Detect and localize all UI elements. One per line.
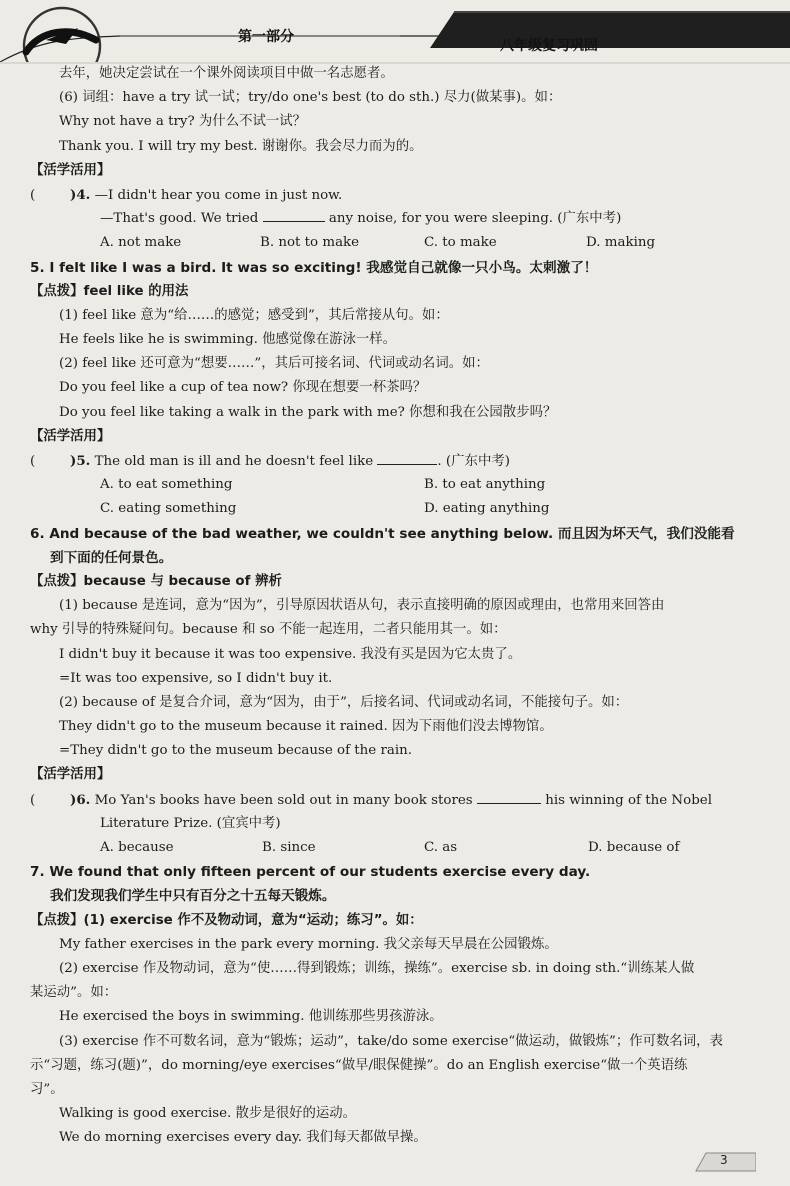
sentence-heading-6-cont: 到下面的任何景色。 (50, 549, 173, 566)
question-text: The old man is ill and he doesn't feel like (94, 454, 374, 469)
section-heading-practice: 【活学活用】 (30, 428, 111, 444)
text-line: (2) exercise 作及物动词，意为“使……得到锻炼；训练，操练”。exercise sb. in doing sth.“训练某人做 (59, 960, 695, 976)
sentence-heading-7-cont: 我们发现我们学生中只有百分之十五每天锻炼。 (50, 888, 336, 905)
option-d: D. eating anything (424, 501, 550, 517)
option-c: C. to make (424, 235, 497, 251)
question-6-line2: Literature Prize. (宜宾中考) (100, 815, 281, 831)
text-line: We do morning exercises every day. 我们每天都做早操。 (59, 1130, 427, 1146)
answer-blank (377, 450, 437, 465)
section-heading-practice: 【活学活用】 (30, 767, 111, 783)
options-5-row1 (30, 473, 765, 497)
text-line: 去年，她决定尝试在一个课外阅读项目中做一名志愿者。 (59, 66, 394, 81)
text-line: My father exercises in the park every morning. 我父亲每天早晨在公园锻炼。 (59, 936, 558, 952)
question-5 (30, 449, 765, 473)
text-line: 示“习题，练习(题)”，do morning/eye exercises“做早/眼保健操”。do an English exercise“做一个英语练 (30, 1057, 688, 1073)
question-4-line2 (30, 207, 765, 231)
option-b: B. not to make (260, 235, 360, 251)
option-a: A. because (100, 840, 174, 855)
text-line: Do you feel like a cup of tea now? 你现在想要一杯茶吗？ (59, 380, 427, 396)
text-line: =It was too expensive, so I didn't buy it. (59, 670, 333, 686)
text-line: 习”。 (30, 1081, 64, 1097)
tip-heading-5: 【点拨】feel like 的用法 (30, 283, 189, 299)
answer-blank (477, 789, 541, 804)
text-line: (2) because of 是复合介词，意为“因为，由于”，后接名词、代词或动名词，不能接句子。如： (59, 694, 629, 710)
option-a: A. not make (100, 235, 182, 251)
text-line: (2) feel like 还可意为“想要……”，其后可接名词、代词或动名词。如： (59, 356, 489, 372)
answer-paren: ( (30, 792, 36, 808)
text-line: They didn't go to the museum because it rained. 因为下雨他们没去博物馆。 (59, 719, 553, 735)
tip-heading-6: 【点拨】because 与 because of 辨析 (30, 573, 282, 589)
question-4 (30, 183, 765, 207)
text-line: I didn't buy it because it was too expensive. 我没有买是因为它太贵了。 (59, 646, 522, 662)
option-b: B. since (262, 840, 316, 855)
options-6 (30, 836, 765, 860)
question-6 (30, 788, 765, 812)
text-line: Why not have a try? 为什么不试一试？ (59, 114, 307, 130)
header-decoration (0, 0, 790, 64)
tip-heading-7: 【点拨】(1) exercise 作不及物动词，意为“运动；练习”。如： (30, 912, 423, 928)
sentence-heading-6: 6. And because of the bad weather, we couldn't see anything below. 而且因为坏天气，我们没能看 (30, 525, 735, 542)
page-content (30, 62, 765, 1150)
grade-title: 八年级复习巩固 (500, 38, 598, 54)
text-line: (6) 词组：have a try 试一试；try/do one's best (to do sth.) 尽力(做某事)。如： (59, 90, 562, 106)
page-number: 3 (720, 1153, 728, 1167)
text-line: 某运动”。如： (30, 985, 118, 1001)
question-text: his winning of the Nobel (545, 792, 712, 808)
question-text: Mo Yan's books have been sold out in many book stores (94, 792, 473, 808)
text-line: =They didn't go to the museum because of the rain. (59, 743, 413, 759)
option-b: B. to eat anything (424, 477, 546, 493)
options-4 (30, 231, 765, 255)
question-text: —That's good. We tried (100, 211, 259, 227)
question-text: . (广东中考) (437, 454, 510, 469)
text-line: (3) exercise 作不可数名词，意为“锻炼；运动”，take/do some exercise“做运动，做锻炼”；作可数名词，表 (59, 1033, 723, 1049)
section-heading-practice: 【活学活用】 (30, 162, 111, 178)
text-line: Do you feel like taking a walk in the park with me? 你想和我在公园散步吗？ (59, 404, 557, 420)
sentence-heading-5: 5. I felt like I was a bird. It was so exciting! 我感觉自己就像一只小鸟。太刺激了！ (30, 259, 598, 276)
part-title: 第一部分 (238, 29, 294, 45)
answer-blank (263, 207, 325, 222)
text-line: Thank you. I will try my best. 谢谢你。我会尽力而为的。 (59, 138, 423, 154)
option-d: D. making (586, 235, 656, 251)
text-line: why 引导的特殊疑问句。because 和 so 不能一起连用，二者只能用其一。如： (30, 622, 507, 638)
text-line: (1) feel like 意为“给……的感觉；感受到”，其后常接从句。如： (59, 307, 449, 323)
question-text: any noise, for you were sleeping. (广东中考) (328, 211, 622, 227)
option-d: D. because of (588, 840, 680, 855)
text-line: He exercised the boys in swimming. 他训练那些男孩游泳。 (59, 1009, 443, 1025)
options-5-row2 (30, 497, 765, 521)
text-line: He feels like he is swimming. 他感觉像在游泳一样。 (59, 332, 397, 348)
text-line: (1) because 是连词，意为“因为”，引导原因状语从句，表示直接明确的原因或理由，也常用来回答由 (59, 598, 665, 614)
question-number: )4. (70, 186, 91, 203)
page-header (0, 0, 790, 64)
option-c: C. as (424, 840, 458, 855)
answer-paren: ( (30, 454, 36, 469)
answer-paren: ( (30, 187, 36, 203)
question-text: —I didn't hear you come in just now. (94, 187, 343, 203)
option-c: C. eating something (100, 501, 237, 517)
text-line: Walking is good exercise. 散步是很好的运动。 (59, 1106, 357, 1122)
sentence-heading-7: 7. We found that only fifteen percent of our students exercise every day. (30, 864, 591, 881)
question-number: )5. (70, 453, 91, 469)
page-number-tab (692, 1151, 756, 1173)
option-a: A. to eat something (100, 477, 233, 493)
question-number: )6. (70, 791, 91, 808)
